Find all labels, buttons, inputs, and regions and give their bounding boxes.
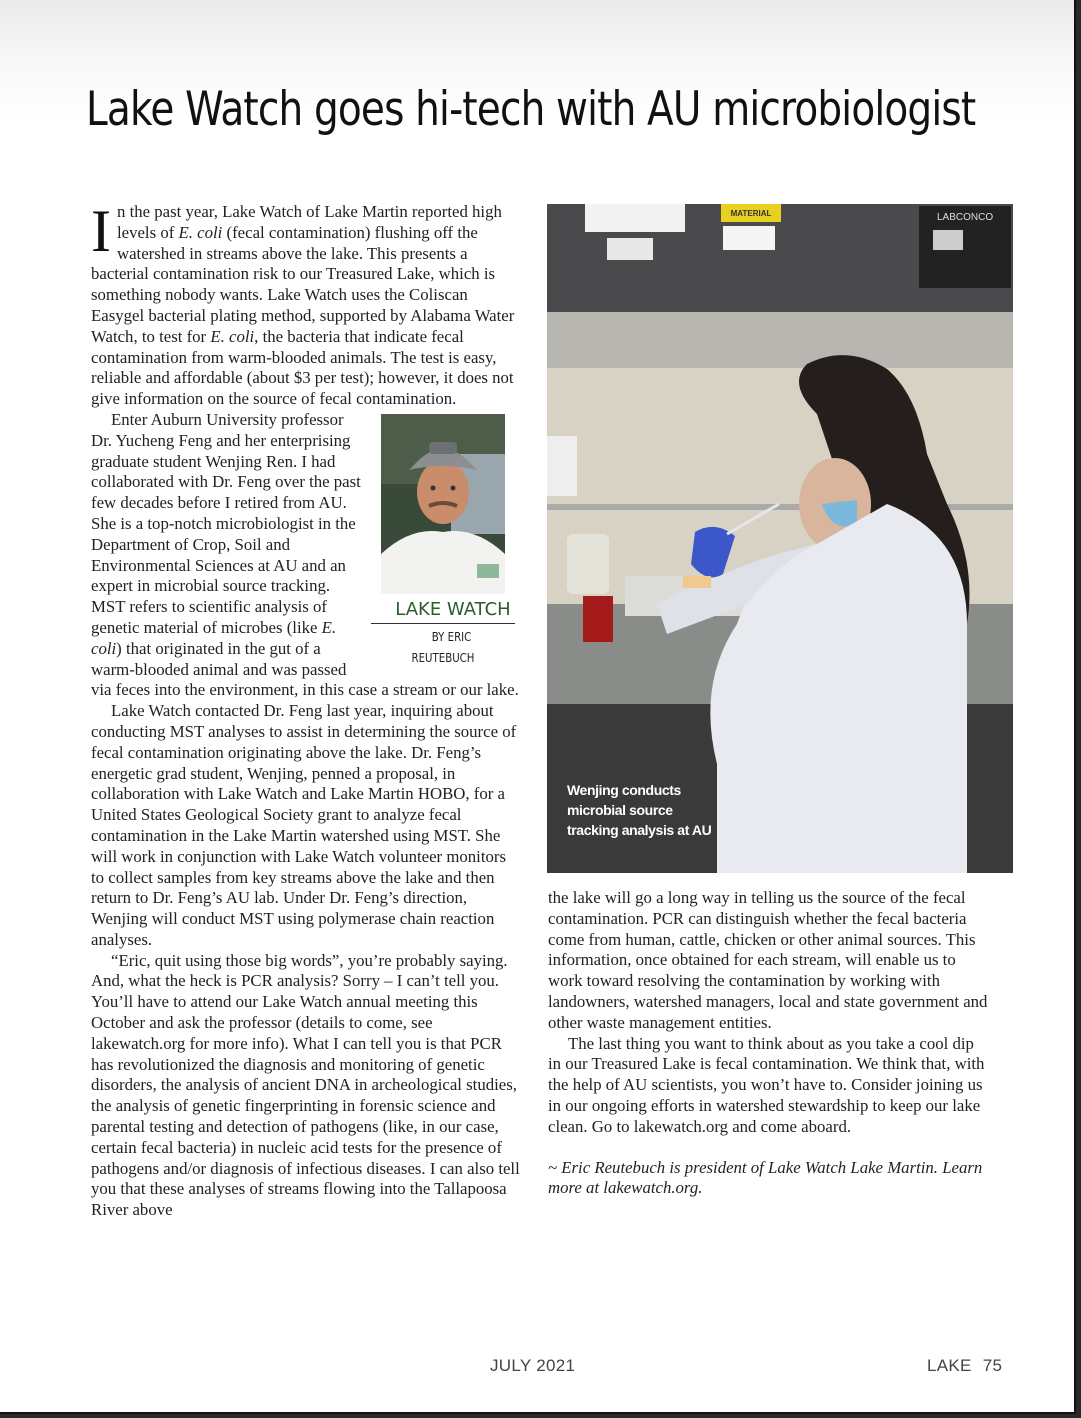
footer-magazine-name: LAKE (927, 1356, 972, 1375)
paragraph-feng: LAKE WATCH BY ERIC REUTEBUCH Enter Auburn University professor Dr. Yucheng Feng and her enterprising graduate student Wenjing Ren. I had collaborated with Dr. Feng over the past few decades before I retired from AU. She is a top-notch microbiologist in the Department of Crop, Soil and Environmental Sciences at AU and an expert in microbial source tracking. MST refers to scientific analysis of genetic material of microbes (like E. coli) that originated in the gut of a warm-blooded animal and was passed via feces into the environment, in this case a stream or our lake. (91, 409, 519, 700)
paragraph-pcr: “Eric, quit using those big words”, you’re probably saying. And, what the heck is PCR analysis? Sorry – I can’t tell you. You’ll have to attend our Lake Watch annual meeting this October and ask the professor (details to come, see lakewatch.org for more info). What I can tell you is that PCR has revolutionized the diagnosis and monitoring of genetic disorders, the analysis of ancient DNA in archeological studies, the analysis of genetic fingerprinting in forensic science and parental testing and detection of pathogens (like, in our case, certain fecal bacteria) in nucleic acid tests for the presence of pathogens and/or diagnosis of infectious diseases. I can also tell you that these analyses of streams flowing into the Tallapoosa River above (91, 950, 520, 1220)
byline-box (371, 414, 515, 668)
article-headline: Lake Watch goes hi-tech with AU microbiologist (86, 82, 976, 137)
photo-caption: Wenjing conducts microbial source tracking analysis at AU (567, 782, 712, 838)
footer-page-label (927, 1356, 1002, 1376)
author-name: BY ERIC REUTEBUCH (411, 629, 475, 665)
paragraph-closing: The last thing you want to think about as you take a cool dip in our Treasured Lake is fecal contamination. We think that, with the help of AU scientists, you won’t have to. Consider joining us in our ongoing efforts in watershed stewardship to keep our lake clean. Go to lakewatch.org and come aboard. (548, 1033, 985, 1136)
author-portrait (381, 414, 505, 594)
photo-brand-text: LABCONCO (937, 212, 994, 223)
author-signoff: ~ Eric Reutebuch is president of Lake Watch Lake Martin. Learn more at lakewatch.org. (548, 1157, 983, 1198)
paragraph-source: the lake will go a long way in telling us the source of the fecal contamination. PCR can distinguish whether the fecal bacteria come from human, cattle, chicken or other animal sources. This information, once obtained for each stream, will enable us to work toward resolving the contamination by working with landowners, watershed managers, local and state government and other waste management entities. (548, 888, 988, 1032)
drop-cap: I (91, 198, 111, 264)
photo-sticker-text: MATERIAL (730, 209, 772, 218)
paragraph-contacted: Lake Watch contacted Dr. Feng last year, inquiring about conducting MST analyses to assist in determining the source of fecal contamination originating above the lake. Dr. Feng’s energetic grad student, Wenjing, penned a proposal, in collaboration with Lake Watch and Lake Martin HOBO, for a United States Geological Society grant to analyze fecal contamination in the Lake Martin watershed using MST. She will work in conjunction with Lake Watch volunteer monitors to collect samples from key streams above the lake and then return to Dr. Feng’s AU lab. Under Dr. Feng’s direction, Wenjing will conduct MST using polymerase chain reaction analyses. (91, 701, 517, 949)
right-text-column (548, 888, 988, 1199)
left-text-column (91, 198, 523, 1221)
lab-photo-illustration (547, 204, 1013, 873)
footer-issue-date: JULY 2021 (490, 1356, 576, 1375)
column-name: LAKE WATCH (371, 600, 515, 624)
lab-photo (547, 204, 1013, 873)
footer-page-number: 75 (982, 1356, 1003, 1375)
paragraph-intro: In the past year, Lake Watch of Lake Martin reported high levels of E. coli (fecal contamination) flushing off the watershed in streams above the lake. This presents a bacterial contamination risk to our Treasured Lake, which is something nobody wants. Lake Watch uses the Coliscan Easygel bacterial plating method, supported by Alabama Water Watch, to test for E. coli, the bacteria that indicate fecal contamination from warm-blooded animals. The test is easy, reliable and affordable (about $3 per test); however, it does not give information on the source of fecal contamination. (91, 198, 515, 409)
